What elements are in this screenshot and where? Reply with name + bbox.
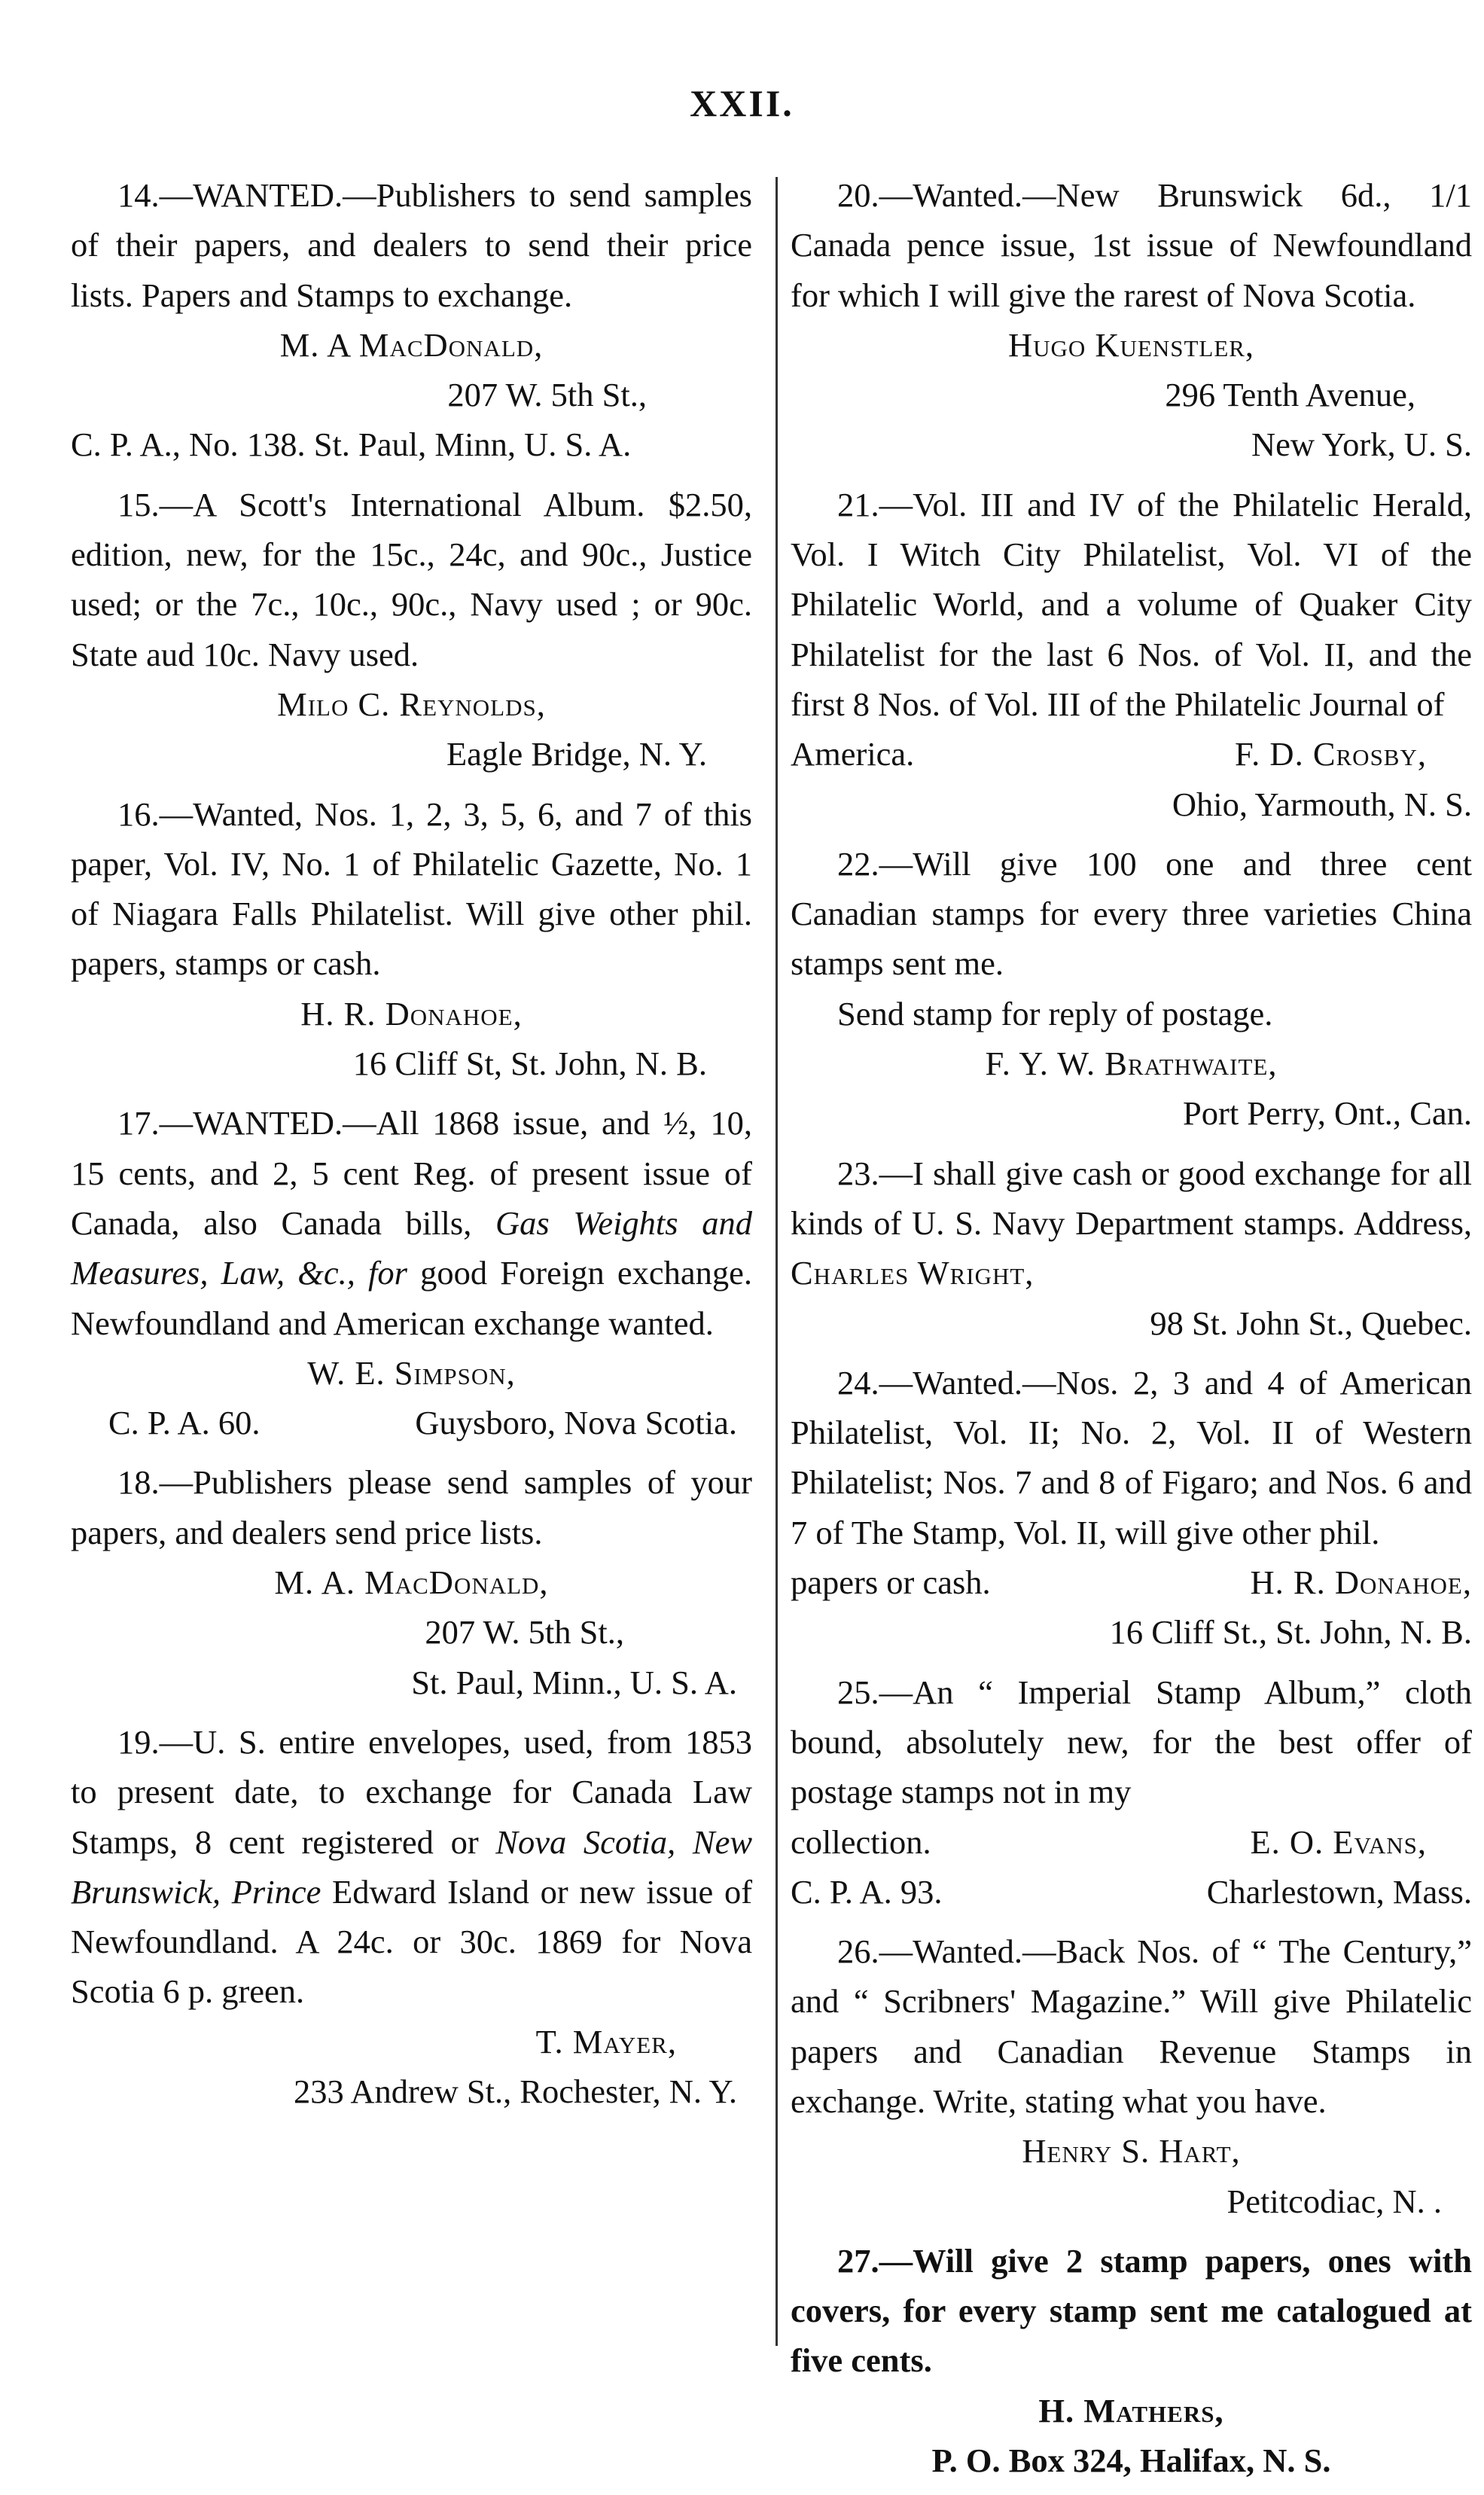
ad-22-name: F. Y. W. Brathwaite, [985,1045,1278,1083]
ad-19-text-b: Edward Island or new issue of Newfoundland. A 24c. or 30c. 1869 for Nova Scotia 6 p. green. [71,1872,753,2011]
ad-24-text: 24.—Wanted.—Nos. 2, 3 and 4 of American Philatelist, Vol. II; No. 2, Vol. II of Western Philatelist; Nos. 7 and 8 of Figaro; and Nos. 6 and 7 of The Stamp, Vol. II, will give other phil. [791,1363,1472,1551]
ad-22-address: Port Perry, Ont., Can. [1183,1094,1472,1133]
ad-18-text: 18.—Publishers please send samples of your papers, and dealers send price lists. [71,1463,752,1551]
ad-27-text: 27.—Will give 2 stamp papers, ones with covers, for every stamp sent me catalogued at five cents. [791,2241,1472,2380]
ad-22-text: 22.—Will give 100 one and three cent Canadian stamps for every three varieties China stamps sent me. [791,844,1472,983]
ad-21-name: F. D. Crosby, [1235,735,1427,773]
ad-17-name: W. E. Simpson, [307,1353,516,1392]
ad-24-signature-line [791,1557,1472,1607]
ad-19-text-a: 19.—U. S. entire envelopes, used, from 1853 to present date, to exchange for Canada Law Stamps, 8 cent registered or [71,1722,752,1861]
ad-22-text-2: Send stamp for reply of postage. [837,994,1273,1032]
ad-27-name: H. Mathers, [1038,2391,1224,2429]
ad-20-text: 20.—Wanted.—New Brunswick 6d., 1/1 Canada pence issue, 1st issue of Newfoundland for which I will give the rarest of Nova Scotia. [791,176,1472,314]
ad-16-text: 16.—Wanted, Nos. 1, 2, 3, 5, 6, and 7 of this paper, Vol. IV, No. 1 of Philatelic Gazette, No. 1 of Niagara Falls Philatelist. Will give other phil. papers, stamps or cash. [71,795,752,983]
ad-18 [71,1457,752,1707]
ad-23-name: Charles Wright, [791,1254,1035,1292]
ad-16-address: 16 Cliff St, St. John, N. B. [352,1045,707,1083]
ad-17-address [71,1398,752,1447]
ad-20-name: Hugo Kuenstler, [1007,325,1255,364]
ad-26 [791,1926,1472,2226]
ad-19 [71,1717,752,2116]
ad-17 [71,1098,752,1447]
ad-25 [791,1667,1472,1917]
ad-15-text: 15.—A Scott's International Album. $2.50, edition, new, for the 15c., 24c, and 90c., Justice used; or the 7c., 10c., 90c., Navy used ; or 90c. State aud 10c. Navy used. [71,485,752,673]
ad-21-address: Ohio, Yarmouth, N. S. [1172,785,1472,823]
ad-14-address: 207 W. 5th St., [447,376,647,414]
ad-25-town: Charlestown, Mass. [1206,1872,1472,1911]
ad-25-name: E. O. Evans, [1250,1822,1427,1861]
ad-19-text-italic: Nova Scotia, New Brunswick, Prince [71,1822,752,1911]
ad-20 [791,170,1472,470]
ad-19-name: T. Mayer, [535,2022,677,2060]
ad-27-address: P. O. Box 324, Halifax, N. S. [931,2442,1331,2480]
column-divider [776,177,778,2346]
left-column [71,170,752,2126]
page-number: XXII. [690,82,794,124]
ad-19-text [71,1717,752,2017]
ad-20-address-2: New York, U. S. [1251,425,1472,464]
ad-25-text: 25.—An “ Imperial Stamp Album,” cloth bound, absolutely new, for the best offer of postage stamps not in my [791,1673,1472,1811]
ad-22 [791,839,1472,1139]
ad-14 [71,170,752,470]
ad-24 [791,1358,1472,1658]
ad-25-signature-line [791,1817,1472,1867]
ad-17-text-b: good Foreign exchange. Newfoundland and American exchange wanted. [71,1254,753,1342]
ad-23-address: 98 St. John St., Quebec. [1150,1304,1472,1342]
ad-23-text-main: 23.—I shall give cash or good exchange for all kinds of U. S. Navy Department stamps. [791,1154,1472,1242]
ad-24-address: 16 Cliff St., St. John, N. B. [1109,1613,1472,1652]
ad-23 [791,1148,1472,1348]
ad-14-name: M. A MacDonald, [279,325,544,364]
ad-15-name: Milo C. Reynolds, [277,685,546,723]
ad-21-text: 21.—Vol. III and IV of the Philatelic Herald, Vol. I Witch City Philatelist, Vol. VI of the Philatelic World, and a volume of Quaker City Philatelist for the last 6 Nos. of Vol. II, and the first 8 Nos. of Vol. III of the Philatelic Journal of [791,485,1472,723]
ad-26-text: 26.—Wanted.—Back Nos. of “ The Century,” and “ Scribners' Magazine.” Will give Philatelic papers and Canadian Revenue Stamps in exchange. Write, stating what you have. [791,1932,1472,2120]
ad-17-text-a: 17.—WANTED.—All 1868 issue, and ½, 10, 15 cents, and 2, 5 cent Reg. of present issue of Canada, also Canada bills, [71,1104,752,1242]
right-column [791,170,1472,2495]
ad-14-text: 14.—WANTED.—Publishers to send samples of their papers, and dealers to send their price lists. Papers and Stamps to exchange. [71,176,752,314]
ad-25-text-end: collection. [791,1822,931,1861]
ad-17-text [71,1098,752,1347]
ad-26-name: Henry S. Hart, [1022,2132,1241,2170]
ad-24-text-end: papers or cash. [791,1563,991,1602]
ad-19-address: 233 Andrew St., Rochester, N. Y. [293,2072,737,2110]
ad-25-address [791,1867,1472,1917]
ad-20-address: 296 Tenth Avenue, [1165,376,1415,414]
ad-23-text [791,1148,1472,1298]
ad-27 [791,2236,1472,2485]
ad-15 [71,480,752,779]
ad-15-address: Eagle Bridge, N. Y. [446,735,707,773]
ad-21-text-end: America. [791,735,915,773]
ad-18-address-2: St. Paul, Minn., U. S. A. [411,1663,737,1701]
ad-21 [791,480,1472,829]
ad-23-address-label: Address, [1354,1203,1473,1242]
ad-25-cpa: C. P. A. 93. [791,1872,943,1911]
ad-18-name: M. A. MacDonald, [274,1563,549,1602]
ad-26-address: Petitcodiac, N. . [1227,2182,1442,2220]
ad-17-text-italic: Gas Weights and Measures, Law, &c., for [71,1203,752,1292]
ad-14-address-2: C. P. A., No. 138. St. Paul, Minn, U. S. A. [71,425,632,464]
ad-17-cpa: C. P. A. 60. [108,1404,261,1442]
ad-21-signature-line [791,729,1472,779]
ad-17-town: Guysboro, Nova Scotia. [415,1404,737,1442]
ad-18-address: 207 W. 5th St., [425,1613,624,1652]
ad-16 [71,789,752,1089]
ad-16-name: H. R. Donahoe, [300,994,523,1032]
ad-24-name: H. R. Donahoe, [1250,1563,1472,1602]
